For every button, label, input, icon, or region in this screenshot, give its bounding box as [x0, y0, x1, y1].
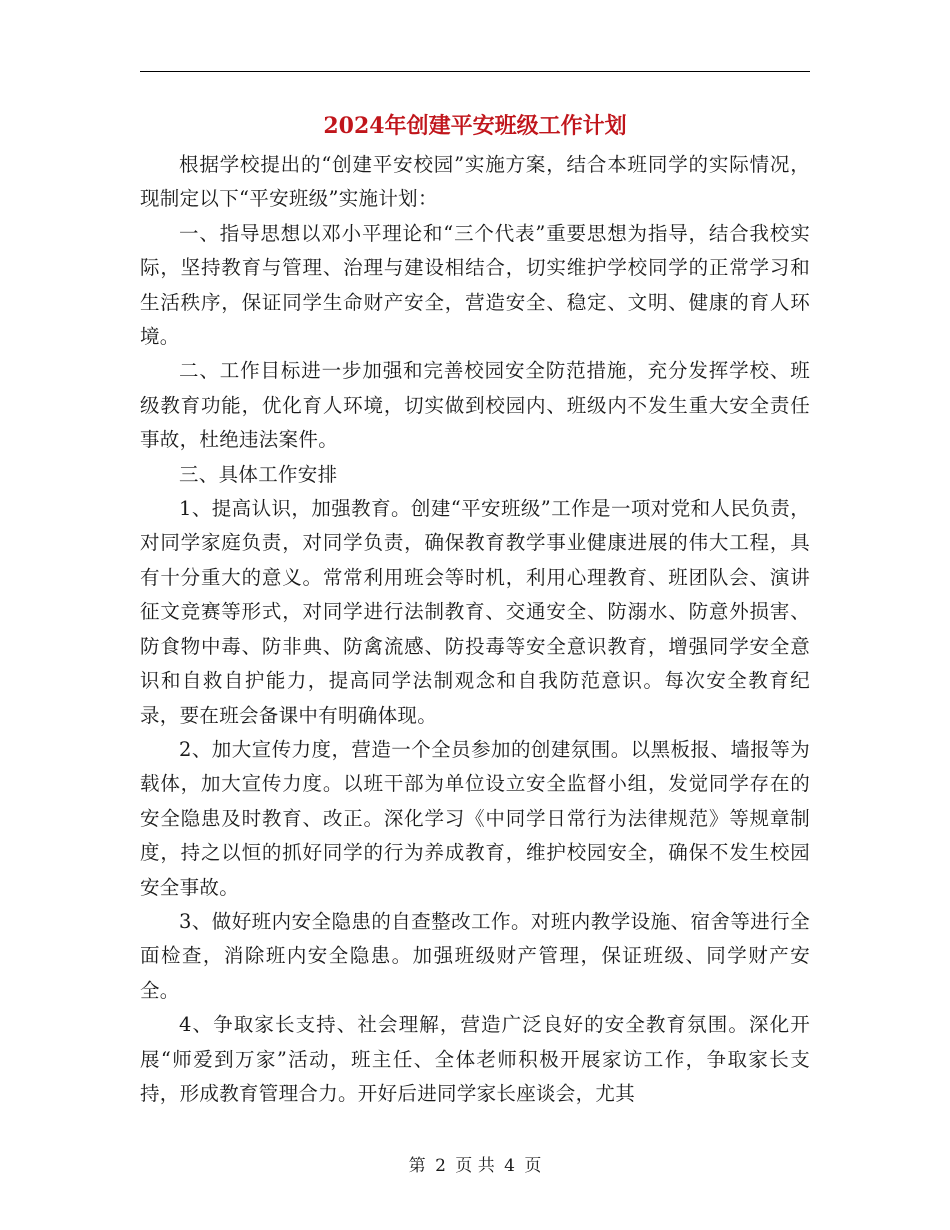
paragraph-work-goals: 二、工作目标进一步加强和完善校园安全防范措施，充分发挥学校、班级教育功能，优化育人环境，切实做到校园内、班级内不发生重大安全责任事故，杜绝违法案件。 [140, 359, 810, 452]
page-label-suffix: 页 [524, 1156, 542, 1176]
paragraph-item-1: 1、提高认识，加强教育。创建“平安班级”工作是一项对党和人民负责，对同学家庭负责，对同学负责，确保教育教学事业健康进展的伟大工程，具有十分重大的意义。常常利用班会等时机，利用心理教育、班团队会、演讲征文竞赛等形式，对同学进行法制教育、交通安全、防溺水、防意外损害、防食物中毒、防非典、防禽流感、防投毒等安全意识教育，增强同学安全意识和自救自护能力，提高同学法制观念和自我防范意识。每次安全教育纪录，要在班会备课中有明确体现。 [140, 497, 810, 727]
paragraph-item-4: 4、争取家长支持、社会理解，营造广泛良好的安全教育氛围。深化开展“师爱到万家”活动，班主任、全体老师积极开展家访工作，争取家长支持，形成教育管理合力。开好后进同学家长座谈会，尤其 [140, 1013, 810, 1105]
page-label-prefix: 第 [408, 1156, 426, 1176]
page-footer [0, 1154, 950, 1178]
paragraph-item-3: 3、做好班内安全隐患的自查整改工作。对班内教学设施、宿舍等进行全面检查，消除班内安全隐患。加强班级财产管理，保证班级、同学财产安全。 [140, 909, 810, 1002]
document-body [140, 148, 810, 1111]
paragraph-intro: 根据学校提出的“创建平安校园”实施方案，结合本班同学的实际情况，现制定以下“平安班级”实施计划： [140, 153, 810, 211]
paragraph-guiding-ideology: 一、指导思想以邓小平理论和“三个代表”重要思想为指导，结合我校实际，坚持教育与管理、治理与建设相结合，切实维护学校同学的正常学习和生活秩序，保证同学生命财产安全，营造安全、稳定、文明、健康的育人环境。 [140, 221, 810, 349]
page-label-middle: 页 共 [455, 1156, 495, 1176]
page-current-number: 2 [435, 1156, 446, 1176]
document-title: 2024年创建平安班级工作计划 [323, 113, 627, 139]
paragraph-item-2: 2、加大宣传力度，营造一个全员参加的创建氛围。以黑板报、墙报等为载体，加大宣传力度。以班干部为单位设立安全监督小组，发觉同学存在的安全隐患及时教育、改正。深化学习《中同学日常行为法律规范》等规章制度，持之以恒的抓好同学的行为养成教育，维护校园安全，确保不发生校园安全事故。 [140, 737, 810, 899]
paragraph-section-heading: 三、具体工作安排 [179, 462, 338, 486]
page-total-number: 4 [504, 1156, 515, 1176]
header-rule [140, 71, 810, 72]
